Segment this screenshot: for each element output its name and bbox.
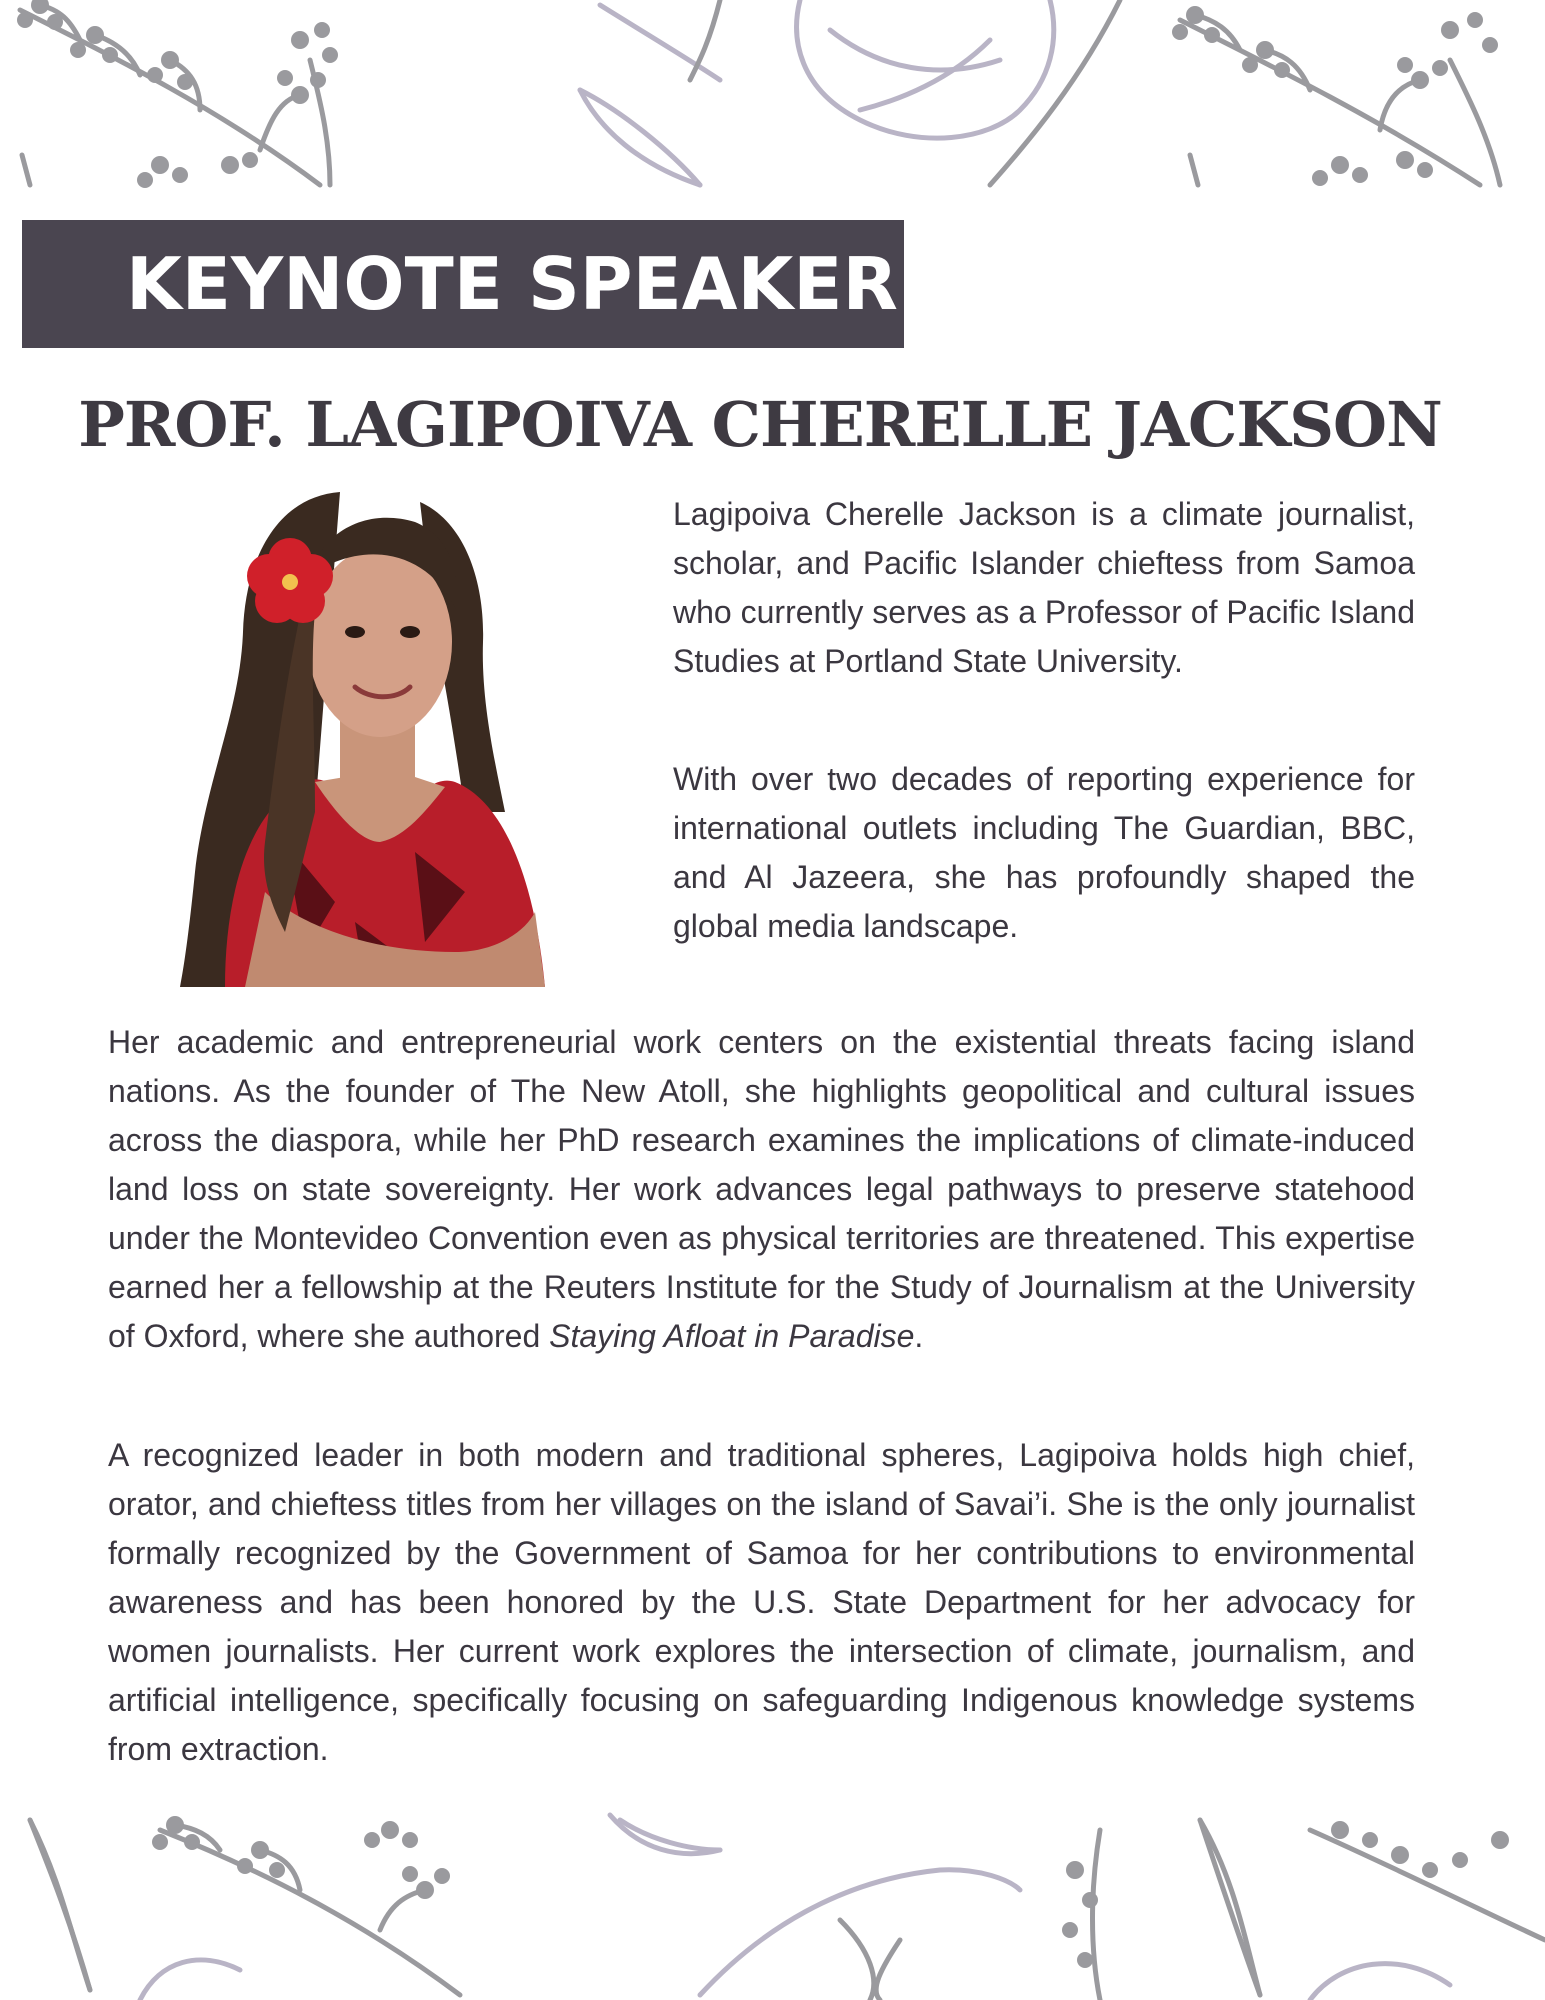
- botanical-decoration-top: [0, 0, 1545, 190]
- bio-paragraph-3: [108, 1018, 1415, 1361]
- botanical-pattern-icon: [0, 0, 1545, 190]
- bio-paragraph-2: With over two decades of reporting experience for international outlets including The Guardian, BBC, and Al Jazeera, she has profoundly shaped the global media landscape.: [673, 761, 1415, 944]
- speaker-portrait: [165, 482, 595, 987]
- portrait-icon: [165, 482, 595, 987]
- banner-label: KEYNOTE SPEAKER: [126, 242, 898, 326]
- speaker-name: PROF. LAGIPOIVA CHERELLE JACKSON: [78, 388, 1442, 461]
- botanical-decoration-bottom: [0, 1810, 1545, 2000]
- bio-paragraph-3-end: .: [914, 1318, 924, 1354]
- keynote-banner: [22, 220, 904, 348]
- bio-paragraph-3-main: Her academic and entrepreneurial work centers on the existential threats facing island nations. As the founder of The New Atoll, she highlights geopolitical and cultural issues across the diaspora, while her PhD research examines the implications of climate-induced land loss on state sovereignty. Her work advances legal pathways to preserve statehood under the Montevideo Convention even as physical territories are threatened. This expertise earned her a fellowship at the Reuters Institute for the Study of Journalism at the University of Oxford, where she authored: [108, 1024, 1415, 1354]
- bio-paragraph-1: Lagipoiva Cherelle Jackson is a climate journalist, scholar, and Pacific Islander chieftess from Samoa who currently serves as a Professor of Pacific Island Studies at Portland State University.: [673, 496, 1415, 679]
- botanical-pattern-icon: [0, 1810, 1545, 2000]
- bio-paragraph-4: A recognized leader in both modern and traditional spheres, Lagipoiva holds high chief, orator, and chieftess titles from her villages on the island of Savai’i. She is the only journalist formally recognized by the Government of Samoa for her contributions to environmental awareness and has been honored by the U.S. State Department for her advocacy for women journalists. Her current work explores the intersection of climate, journalism, and artificial intelligence, specifically focusing on safeguarding Indigenous knowledge systems from extraction.: [108, 1437, 1415, 1767]
- book-title: Staying Afloat in Paradise: [549, 1318, 915, 1354]
